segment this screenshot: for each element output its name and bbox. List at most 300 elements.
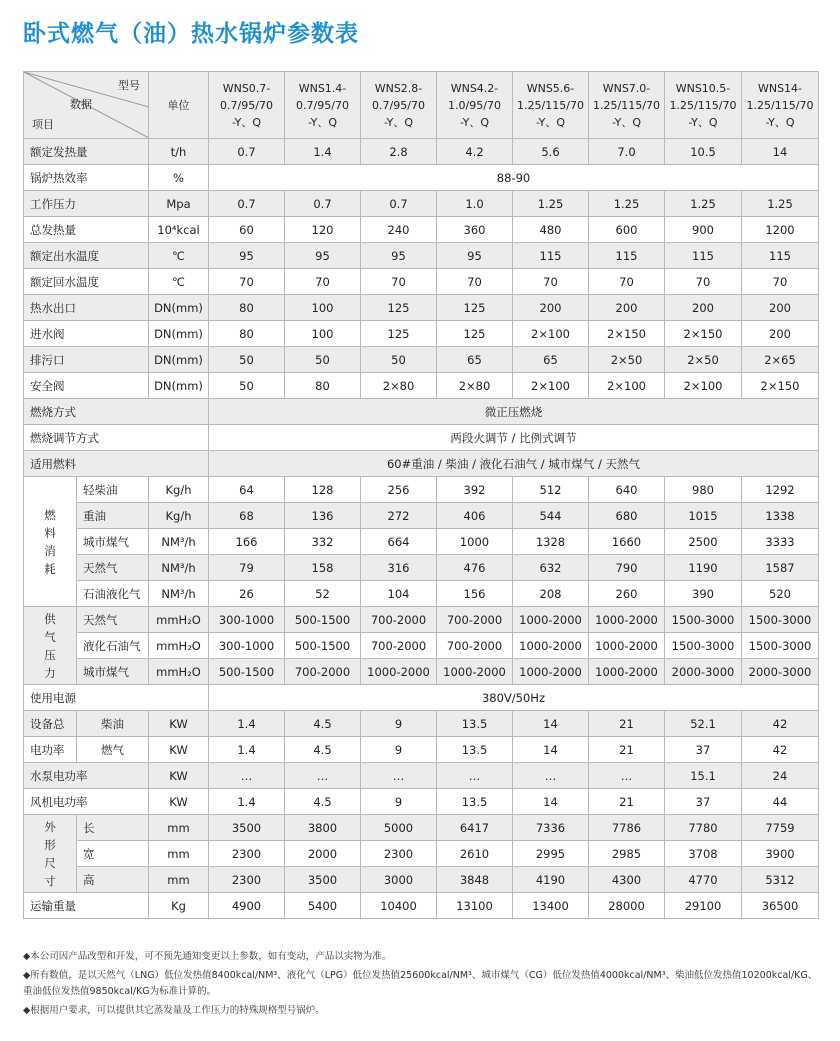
- model-line: 0.7/95/70: [372, 98, 425, 112]
- value-cell: 790: [589, 555, 665, 581]
- value-cell: 95: [209, 243, 285, 269]
- value-cell: 70: [437, 269, 513, 295]
- row-hot_outlet: [24, 295, 819, 321]
- value-cell: 700-2000: [437, 607, 513, 633]
- row-label: 额定回水温度: [24, 269, 149, 295]
- value-cell: 1000-2000: [361, 659, 437, 685]
- row-label: 额定出水温度: [24, 243, 149, 269]
- row-label: 使用电源: [24, 685, 209, 711]
- model-header: [285, 72, 361, 139]
- value-cell: 1000: [437, 529, 513, 555]
- value-cell: 480: [513, 217, 589, 243]
- unit-cell: KW: [149, 763, 209, 789]
- value-cell: 1.4: [209, 737, 285, 763]
- span-value-cell: 380V/50Hz: [209, 685, 819, 711]
- model-line: 0.7/95/70: [296, 98, 349, 112]
- value-cell: 42: [742, 711, 819, 737]
- model-line: WNS4.2-: [450, 81, 499, 95]
- unit-cell: Kg/h: [149, 503, 209, 529]
- value-cell: 316: [361, 555, 437, 581]
- group-label-char: 消: [44, 543, 56, 558]
- row-regulation: [24, 425, 819, 451]
- value-cell: 1500-3000: [665, 607, 742, 633]
- value-cell: 65: [513, 347, 589, 373]
- value-cell: 1500-3000: [665, 633, 742, 659]
- value-cell: 136: [285, 503, 361, 529]
- unit-cell: Kg: [149, 893, 209, 919]
- row-label: 风机电功率: [24, 789, 149, 815]
- value-cell: …: [589, 763, 665, 789]
- value-cell: 1500-3000: [742, 633, 819, 659]
- model-line: WNS14-: [757, 81, 803, 95]
- value-cell: 0.7: [285, 191, 361, 217]
- unit-cell: ℃: [149, 269, 209, 295]
- value-cell: 544: [513, 503, 589, 529]
- value-cell: 2×50: [589, 347, 665, 373]
- value-cell: …: [285, 763, 361, 789]
- sub-label: 柴油: [77, 711, 149, 737]
- model-line: WNS5.6-: [526, 81, 575, 95]
- value-cell: 26: [209, 581, 285, 607]
- sub-label: 城市煤气: [77, 529, 149, 555]
- value-cell: 4.5: [285, 737, 361, 763]
- row-equip-power: [24, 711, 819, 737]
- value-cell: 14: [513, 737, 589, 763]
- row-label: 总发热量: [24, 217, 149, 243]
- row-consumption: [24, 555, 819, 581]
- value-cell: 70: [589, 269, 665, 295]
- value-cell: 200: [589, 295, 665, 321]
- row-gas_pressure: [24, 659, 819, 685]
- value-cell: 70: [513, 269, 589, 295]
- value-cell: 520: [742, 581, 819, 607]
- value-cell: 0.7: [209, 191, 285, 217]
- value-cell: 1.4: [285, 139, 361, 165]
- value-cell: 125: [361, 295, 437, 321]
- value-cell: 50: [361, 347, 437, 373]
- value-cell: 2×100: [589, 373, 665, 399]
- value-cell: 2500: [665, 529, 742, 555]
- unit-cell: mmH₂O: [149, 607, 209, 633]
- value-cell: 100: [285, 295, 361, 321]
- group-label-char: 外: [44, 819, 56, 834]
- value-cell: 3500: [209, 815, 285, 841]
- unit-cell: 10⁴kcal: [149, 217, 209, 243]
- value-cell: 13.5: [437, 711, 513, 737]
- unit-cell: mm: [149, 867, 209, 893]
- value-cell: 4300: [589, 867, 665, 893]
- diag-item-label: 项目: [32, 118, 54, 131]
- value-cell: 13100: [437, 893, 513, 919]
- value-cell: 2.8: [361, 139, 437, 165]
- value-cell: 406: [437, 503, 513, 529]
- model-line: WNS1.4-: [298, 81, 347, 95]
- value-cell: 2×80: [437, 373, 513, 399]
- value-cell: 1.25: [665, 191, 742, 217]
- model-header: [665, 72, 742, 139]
- value-cell: 14: [742, 139, 819, 165]
- value-cell: 2610: [437, 841, 513, 867]
- row-consumption: [24, 581, 819, 607]
- value-cell: 13.5: [437, 789, 513, 815]
- value-cell: 500-1500: [285, 633, 361, 659]
- value-cell: 80: [209, 295, 285, 321]
- model-line: WNS7.0-: [602, 81, 651, 95]
- unit-cell: ℃: [149, 243, 209, 269]
- value-cell: 2×50: [665, 347, 742, 373]
- value-cell: 208: [513, 581, 589, 607]
- value-cell: 3900: [742, 841, 819, 867]
- sub-label: 宽: [77, 841, 149, 867]
- value-cell: 2300: [209, 867, 285, 893]
- value-cell: 2300: [209, 841, 285, 867]
- model-header: [589, 72, 665, 139]
- value-cell: 52.1: [665, 711, 742, 737]
- row-pump_power: [24, 763, 819, 789]
- model-header: [209, 72, 285, 139]
- row-consumption: [24, 529, 819, 555]
- value-cell: 272: [361, 503, 437, 529]
- unit-header: 单位: [149, 72, 209, 139]
- unit-cell: DN(mm): [149, 347, 209, 373]
- value-cell: 2985: [589, 841, 665, 867]
- row-label: 进水阀: [24, 321, 149, 347]
- row-label: 热水出口: [24, 295, 149, 321]
- model-header: [437, 72, 513, 139]
- value-cell: 21: [589, 789, 665, 815]
- value-cell: 1.25: [513, 191, 589, 217]
- value-cell: 1292: [742, 477, 819, 503]
- value-cell: 1000-2000: [437, 659, 513, 685]
- row-label: 燃烧调节方式: [24, 425, 209, 451]
- row-label: 排污口: [24, 347, 149, 373]
- value-cell: 14: [513, 789, 589, 815]
- row-efficiency: [24, 165, 819, 191]
- group-label-char: 气: [44, 629, 56, 644]
- value-cell: 1.4: [209, 789, 285, 815]
- row-label: 燃烧方式: [24, 399, 209, 425]
- group-label-char: 压: [44, 647, 56, 662]
- row-inlet_valve: [24, 321, 819, 347]
- model-line: -Y、Q: [765, 115, 795, 129]
- value-cell: 500-1500: [285, 607, 361, 633]
- span-value-cell: 两段火调节 / 比例式调节: [209, 425, 819, 451]
- model-header: [742, 72, 819, 139]
- value-cell: 3333: [742, 529, 819, 555]
- group-label-char: 供: [44, 611, 56, 626]
- row-drain: [24, 347, 819, 373]
- value-cell: …: [361, 763, 437, 789]
- value-cell: 1.0: [437, 191, 513, 217]
- unit-cell: KW: [149, 711, 209, 737]
- value-cell: 2000-3000: [742, 659, 819, 685]
- model-line: -Y、Q: [535, 115, 566, 129]
- sub-label: 长: [77, 815, 149, 841]
- value-cell: 5.6: [513, 139, 589, 165]
- row-fuel: [24, 451, 819, 477]
- value-cell: 4.5: [285, 789, 361, 815]
- value-cell: 1000-2000: [513, 607, 589, 633]
- model-line: 1.25/115/70: [746, 98, 814, 112]
- value-cell: 80: [285, 373, 361, 399]
- unit-cell: KW: [149, 737, 209, 763]
- value-cell: 2000: [285, 841, 361, 867]
- value-cell: 700-2000: [285, 659, 361, 685]
- value-cell: 115: [742, 243, 819, 269]
- value-cell: 2×100: [513, 321, 589, 347]
- row-power_supply: [24, 685, 819, 711]
- value-cell: 15.1: [665, 763, 742, 789]
- value-cell: 166: [209, 529, 285, 555]
- value-cell: 7.0: [589, 139, 665, 165]
- row-label: 锅炉热效率: [24, 165, 149, 191]
- value-cell: 7336: [513, 815, 589, 841]
- value-cell: 476: [437, 555, 513, 581]
- value-cell: 980: [665, 477, 742, 503]
- value-cell: 50: [285, 347, 361, 373]
- value-cell: 29100: [665, 893, 742, 919]
- model-line: 1.25/115/70: [517, 98, 584, 112]
- value-cell: 1190: [665, 555, 742, 581]
- value-cell: 9: [361, 737, 437, 763]
- group-label-char: 料: [44, 525, 56, 540]
- group-label: [24, 477, 77, 607]
- value-cell: 2×80: [361, 373, 437, 399]
- model-header: [513, 72, 589, 139]
- value-cell: 125: [437, 295, 513, 321]
- value-cell: 36500: [742, 893, 819, 919]
- value-cell: 4770: [665, 867, 742, 893]
- diagonal-header-cell: [24, 72, 149, 139]
- model-line: -Y、Q: [688, 115, 718, 129]
- unit-cell: mmH₂O: [149, 659, 209, 685]
- value-cell: 600: [589, 217, 665, 243]
- model-line: 1.25/115/70: [593, 98, 660, 112]
- value-cell: 95: [285, 243, 361, 269]
- value-cell: 632: [513, 555, 589, 581]
- unit-cell: Kg/h: [149, 477, 209, 503]
- value-cell: 70: [209, 269, 285, 295]
- row-gas_pressure: [24, 607, 819, 633]
- model-line: -Y、Q: [611, 115, 642, 129]
- span-value-cell: 微正压燃烧: [209, 399, 819, 425]
- value-cell: 2300: [361, 841, 437, 867]
- value-cell: 1000-2000: [589, 659, 665, 685]
- value-cell: 1660: [589, 529, 665, 555]
- row-consumption: [24, 503, 819, 529]
- row-out_temp: [24, 243, 819, 269]
- sub-label: 石油液化气: [77, 581, 149, 607]
- value-cell: 680: [589, 503, 665, 529]
- group-label: 电功率: [24, 737, 77, 763]
- value-cell: 200: [513, 295, 589, 321]
- sub-label: 天然气: [77, 555, 149, 581]
- sub-label: 燃气: [77, 737, 149, 763]
- value-cell: 640: [589, 477, 665, 503]
- value-cell: 2995: [513, 841, 589, 867]
- sub-label: 高: [77, 867, 149, 893]
- group-label-char: 燃: [44, 507, 56, 522]
- unit-cell: DN(mm): [149, 321, 209, 347]
- value-cell: 0.7: [361, 191, 437, 217]
- unit-cell: KW: [149, 789, 209, 815]
- header-row: [24, 72, 819, 139]
- sub-label: 液化石油气: [77, 633, 149, 659]
- unit-cell: NM³/h: [149, 581, 209, 607]
- value-cell: 70: [285, 269, 361, 295]
- row-pressure: [24, 191, 819, 217]
- value-cell: 700-2000: [361, 633, 437, 659]
- value-cell: 3708: [665, 841, 742, 867]
- value-cell: 24: [742, 763, 819, 789]
- model-line: 0.7/95/70: [220, 98, 273, 112]
- group-label-char: 形: [44, 837, 56, 852]
- group-label: 设备总: [24, 711, 77, 737]
- value-cell: 70: [742, 269, 819, 295]
- value-cell: 256: [361, 477, 437, 503]
- value-cell: 5000: [361, 815, 437, 841]
- value-cell: 700-2000: [361, 607, 437, 633]
- value-cell: 1.4: [209, 711, 285, 737]
- group-label-char: 耗: [44, 561, 56, 576]
- value-cell: …: [209, 763, 285, 789]
- footnotes: [23, 949, 823, 1022]
- value-cell: 1000-2000: [589, 633, 665, 659]
- row-label: 水泵电功率: [24, 763, 149, 789]
- value-cell: 664: [361, 529, 437, 555]
- unit-cell: NM³/h: [149, 555, 209, 581]
- value-cell: …: [437, 763, 513, 789]
- unit-cell: Mpa: [149, 191, 209, 217]
- group-label-char: 尺: [44, 855, 56, 870]
- row-dimensions: [24, 841, 819, 867]
- row-consumption: [24, 477, 819, 503]
- value-cell: 64: [209, 477, 285, 503]
- group-label: [24, 607, 77, 685]
- value-cell: 1.25: [742, 191, 819, 217]
- unit-cell: mm: [149, 815, 209, 841]
- value-cell: 1015: [665, 503, 742, 529]
- value-cell: 37: [665, 789, 742, 815]
- value-cell: …: [513, 763, 589, 789]
- value-cell: 300-1000: [209, 633, 285, 659]
- value-cell: 115: [589, 243, 665, 269]
- value-cell: 392: [437, 477, 513, 503]
- footnote: ◆所有数值，是以天然气（LNG）低位发热值8400kcal/NM³、液化气（LPG）低位发热值25600kcal/NM³、城市煤气（CG）低位发热值4000kcal/NM³、柴油低位发热值10200kcal/KG、重油低位发热值9850kcal/KG为标准计算的。: [23, 970, 818, 997]
- value-cell: 200: [742, 295, 819, 321]
- value-cell: 115: [665, 243, 742, 269]
- value-cell: 6417: [437, 815, 513, 841]
- sub-label: 重油: [77, 503, 149, 529]
- value-cell: 2×150: [742, 373, 819, 399]
- value-cell: 4.5: [285, 711, 361, 737]
- row-label: 适用燃料: [24, 451, 209, 477]
- value-cell: 44: [742, 789, 819, 815]
- value-cell: 13400: [513, 893, 589, 919]
- value-cell: 3000: [361, 867, 437, 893]
- value-cell: 360: [437, 217, 513, 243]
- row-dimensions: [24, 867, 819, 893]
- row-rated_heat: [24, 139, 819, 165]
- value-cell: 2×150: [665, 321, 742, 347]
- value-cell: 9: [361, 711, 437, 737]
- value-cell: 1.25: [589, 191, 665, 217]
- value-cell: 28000: [589, 893, 665, 919]
- value-cell: 200: [665, 295, 742, 321]
- value-cell: 1500-3000: [742, 607, 819, 633]
- row-safety: [24, 373, 819, 399]
- value-cell: 21: [589, 737, 665, 763]
- value-cell: 4900: [209, 893, 285, 919]
- footnote: ◆根据用户要求，可以提供其它蒸发量及工作压力的特殊规格型号锅炉。: [23, 1005, 325, 1016]
- value-cell: 700-2000: [437, 633, 513, 659]
- row-combustion: [24, 399, 819, 425]
- value-cell: 2×100: [665, 373, 742, 399]
- value-cell: 128: [285, 477, 361, 503]
- value-cell: 3848: [437, 867, 513, 893]
- value-cell: 1200: [742, 217, 819, 243]
- value-cell: 125: [437, 321, 513, 347]
- row-label: 额定发热量: [24, 139, 149, 165]
- group-label-char: 力: [44, 665, 56, 680]
- unit-cell: NM³/h: [149, 529, 209, 555]
- group-label-char: 寸: [44, 873, 56, 888]
- value-cell: 200: [742, 321, 819, 347]
- value-cell: 14: [513, 711, 589, 737]
- span-value-cell: 60#重油 / 柴油 / 液化石油气 / 城市煤气 / 天然气: [209, 451, 819, 477]
- value-cell: 500-1500: [209, 659, 285, 685]
- value-cell: 65: [437, 347, 513, 373]
- value-cell: 3800: [285, 815, 361, 841]
- sub-label: 城市煤气: [77, 659, 149, 685]
- value-cell: 68: [209, 503, 285, 529]
- value-cell: 2×100: [513, 373, 589, 399]
- row-equip-power: [24, 737, 819, 763]
- value-cell: 5312: [742, 867, 819, 893]
- value-cell: 5400: [285, 893, 361, 919]
- row-ret_temp: [24, 269, 819, 295]
- value-cell: 2×65: [742, 347, 819, 373]
- value-cell: 37: [665, 737, 742, 763]
- model-line: WNS2.8-: [374, 81, 423, 95]
- sub-label: 轻柴油: [77, 477, 149, 503]
- value-cell: 7759: [742, 815, 819, 841]
- span-value-cell: 88-90: [209, 165, 819, 191]
- value-cell: 10.5: [665, 139, 742, 165]
- spec-table-body: [24, 72, 819, 919]
- model-line: 1.0/95/70: [448, 98, 501, 112]
- row-fan_power: [24, 789, 819, 815]
- value-cell: 9: [361, 789, 437, 815]
- value-cell: 60: [209, 217, 285, 243]
- value-cell: 21: [589, 711, 665, 737]
- value-cell: 79: [209, 555, 285, 581]
- value-cell: 120: [285, 217, 361, 243]
- unit-cell: mmH₂O: [149, 633, 209, 659]
- model-line: 1.25/115/70: [669, 98, 737, 112]
- value-cell: 4190: [513, 867, 589, 893]
- value-cell: 3500: [285, 867, 361, 893]
- model-line: -Y、Q: [383, 115, 414, 129]
- row-total_heat: [24, 217, 819, 243]
- value-cell: 512: [513, 477, 589, 503]
- value-cell: 240: [361, 217, 437, 243]
- footnote: ◆本公司因产品改型和开发，可不预先通知变更以上参数，如有变动，产品以实物为准。: [23, 951, 392, 962]
- value-cell: 1587: [742, 555, 819, 581]
- value-cell: 2000-3000: [665, 659, 742, 685]
- value-cell: 1000-2000: [513, 633, 589, 659]
- diag-model-label: 型号: [118, 79, 140, 92]
